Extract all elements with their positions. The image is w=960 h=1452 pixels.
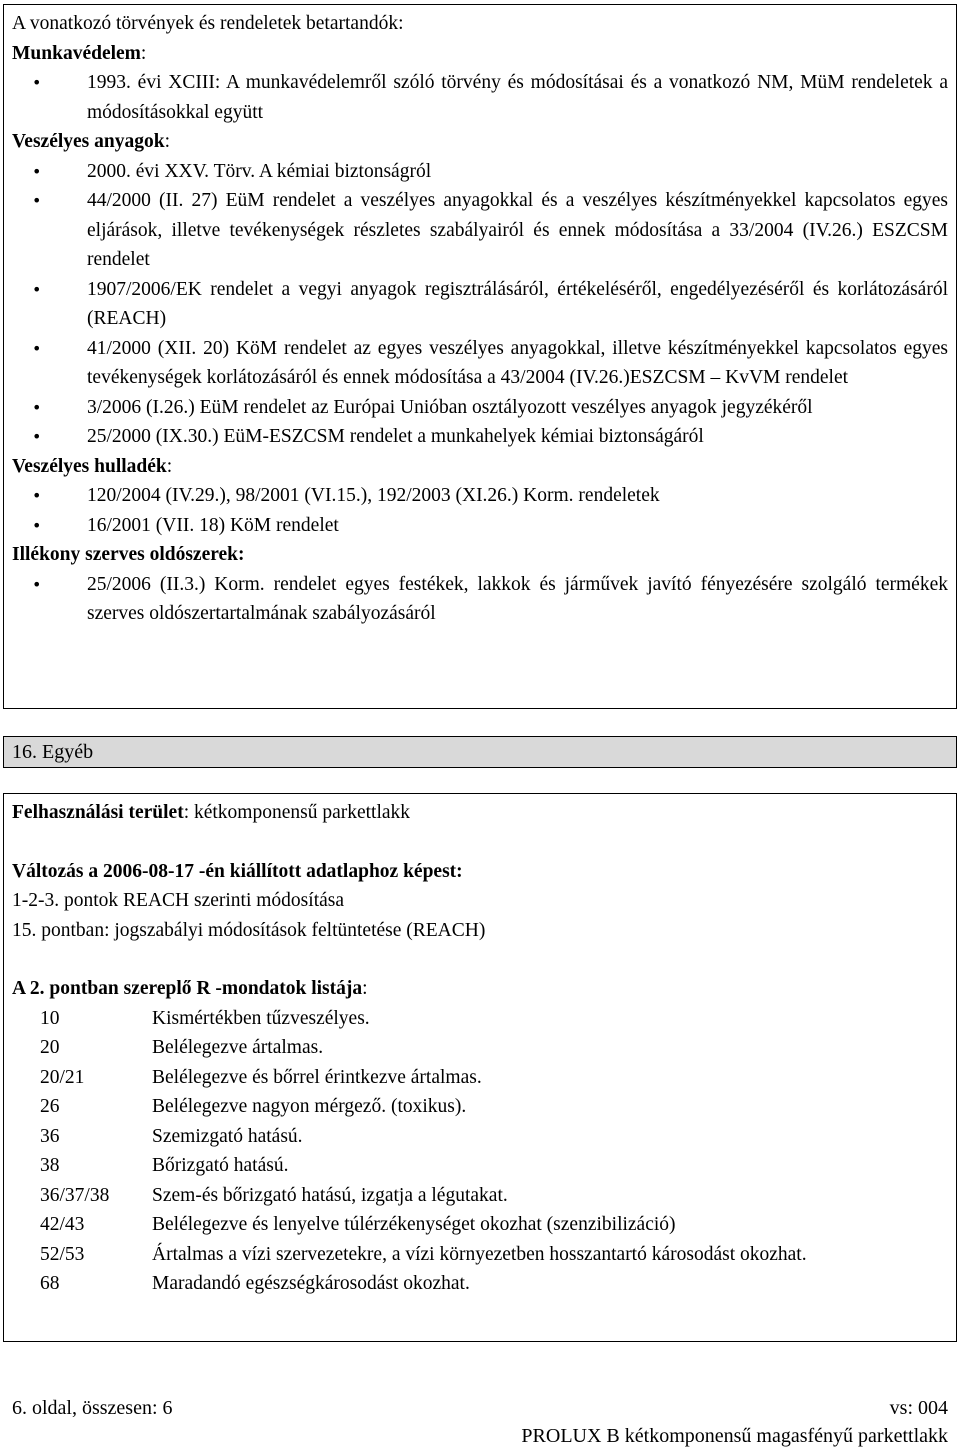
bullet-list — [12, 157, 948, 452]
version-label: vs: 004 — [889, 1397, 948, 1419]
bullet-list — [12, 68, 948, 127]
table-row: 10 Kismértékben tűzveszélyes. — [40, 1007, 370, 1029]
rlist-title: A 2. pontban szereplő R -mondatok listája: — [12, 978, 368, 999]
bullet-list — [12, 570, 948, 629]
table-row: 38 Bőrizgató hatású. — [40, 1155, 289, 1176]
table-row: 36/37/38 Szem-és bőrizgató hatású, izgatja a légutakat. — [40, 1184, 508, 1206]
section-15-box — [3, 4, 957, 709]
r-phrase-table — [40, 1004, 882, 1299]
intro-text: A vonatkozó törvények és rendeletek betartandók: — [12, 13, 404, 34]
page-number: 6. oldal, összesen: 6 — [12, 1397, 173, 1419]
list-item: • 41/2000 (XII. 20) KöM rendelet az egyes veszélyes anyagokkal, illetve készítményekkel kapcsolatos egyes tevékenységek korlátozásáról és ennek módosítása a 43/2004 (IV.26.)ESZCSM – KvVM rendelet — [12, 334, 948, 393]
list-item: • 16/2001 (VII. 18) KöM rendelet — [12, 511, 948, 541]
change-line: 15. pontban: jogszabályi módosítások feltüntetése (REACH) — [12, 919, 486, 941]
use-area: Felhasználási terület: kétkomponensű parkettlakk — [12, 802, 411, 823]
product-name: PROLUX B kétkomponensű magasfényű parkettlakk — [521, 1425, 948, 1447]
table-row: 68 Maradandó egészségkárosodást okozhat. — [40, 1273, 470, 1294]
list-item: • 3/2006 (I.26.) EüM rendelet az Európai Unióban osztályozott veszélyes anyagok jegyzékéről — [12, 393, 948, 423]
table-row: 52/53 Ártalmas a vízi szervezetekre, a vízi környezetben hosszantartó károsodást okozhat. — [40, 1243, 807, 1265]
group-title: Illékony szerves oldószerek: — [12, 544, 245, 565]
section-16-box — [3, 793, 957, 1342]
group-title: Veszélyes anyagok: — [12, 131, 170, 152]
section-16-header — [3, 736, 957, 768]
table-row: 20/21 Belélegezve és bőrrel érintkezve ártalmas. — [40, 1066, 482, 1088]
change-line: 1-2-3. pontok REACH szerinti módosítása — [12, 890, 345, 911]
group-title: Munkavédelem: — [12, 42, 147, 64]
list-item: • 25/2006 (II.3.) Korm. rendelet egyes festékek, lakkok és járművek javító fényezésére szolgáló termékek szerves oldószertartalmának szabályozásáról — [12, 570, 948, 629]
list-item: • 1993. évi XCIII: A munkavédelemről szóló törvény és módosításai és a vonatkozó NM, MüM rendeletek a módosításokkal együtt — [12, 68, 948, 127]
bullet-list — [12, 481, 948, 540]
table-row: 36 Szemizgató hatású. — [40, 1125, 303, 1147]
list-item: • 44/2000 (II. 27) EüM rendelet a veszélyes anyagokkal és a veszélyes készítményekkel kapcsolatos egyes eljárások, illetve tevékenységek részletes szabályairól és ennek módosítása a 33/2004 (IV.26.) ESZCSM rendelet — [12, 186, 948, 275]
group-title: Veszélyes hulladék: — [12, 455, 173, 477]
list-item: • 25/2000 (IX.30.) EüM-ESZCSM rendelet a munkahelyek kémiai biztonságáról — [12, 422, 948, 452]
section-title: 16. Egyéb — [12, 741, 94, 763]
table-row: 26 Belélegezve nagyon mérgező. (toxikus). — [40, 1096, 467, 1117]
table-row: 42/43 Belélegezve és lenyelve túlérzékenységet okozhat (szenzibilizáció) — [40, 1214, 676, 1235]
table-row: 20 Belélegezve ártalmas. — [40, 1037, 324, 1058]
list-item: • 1907/2006/EK rendelet a vegyi anyagok regisztrálásáról, értékeléséről, engedélyezéséről és korlátozásáról (REACH) — [12, 275, 948, 334]
change-title: Változás a 2006-08-17 -én kiállított adatlaphoz képest: — [12, 860, 463, 882]
list-item: • 120/2004 (IV.29.), 98/2001 (VI.15.), 192/2003 (XI.26.) Korm. rendeletek — [12, 481, 948, 511]
list-item: • 2000. évi XXV. Törv. A kémiai biztonságról — [12, 157, 948, 187]
